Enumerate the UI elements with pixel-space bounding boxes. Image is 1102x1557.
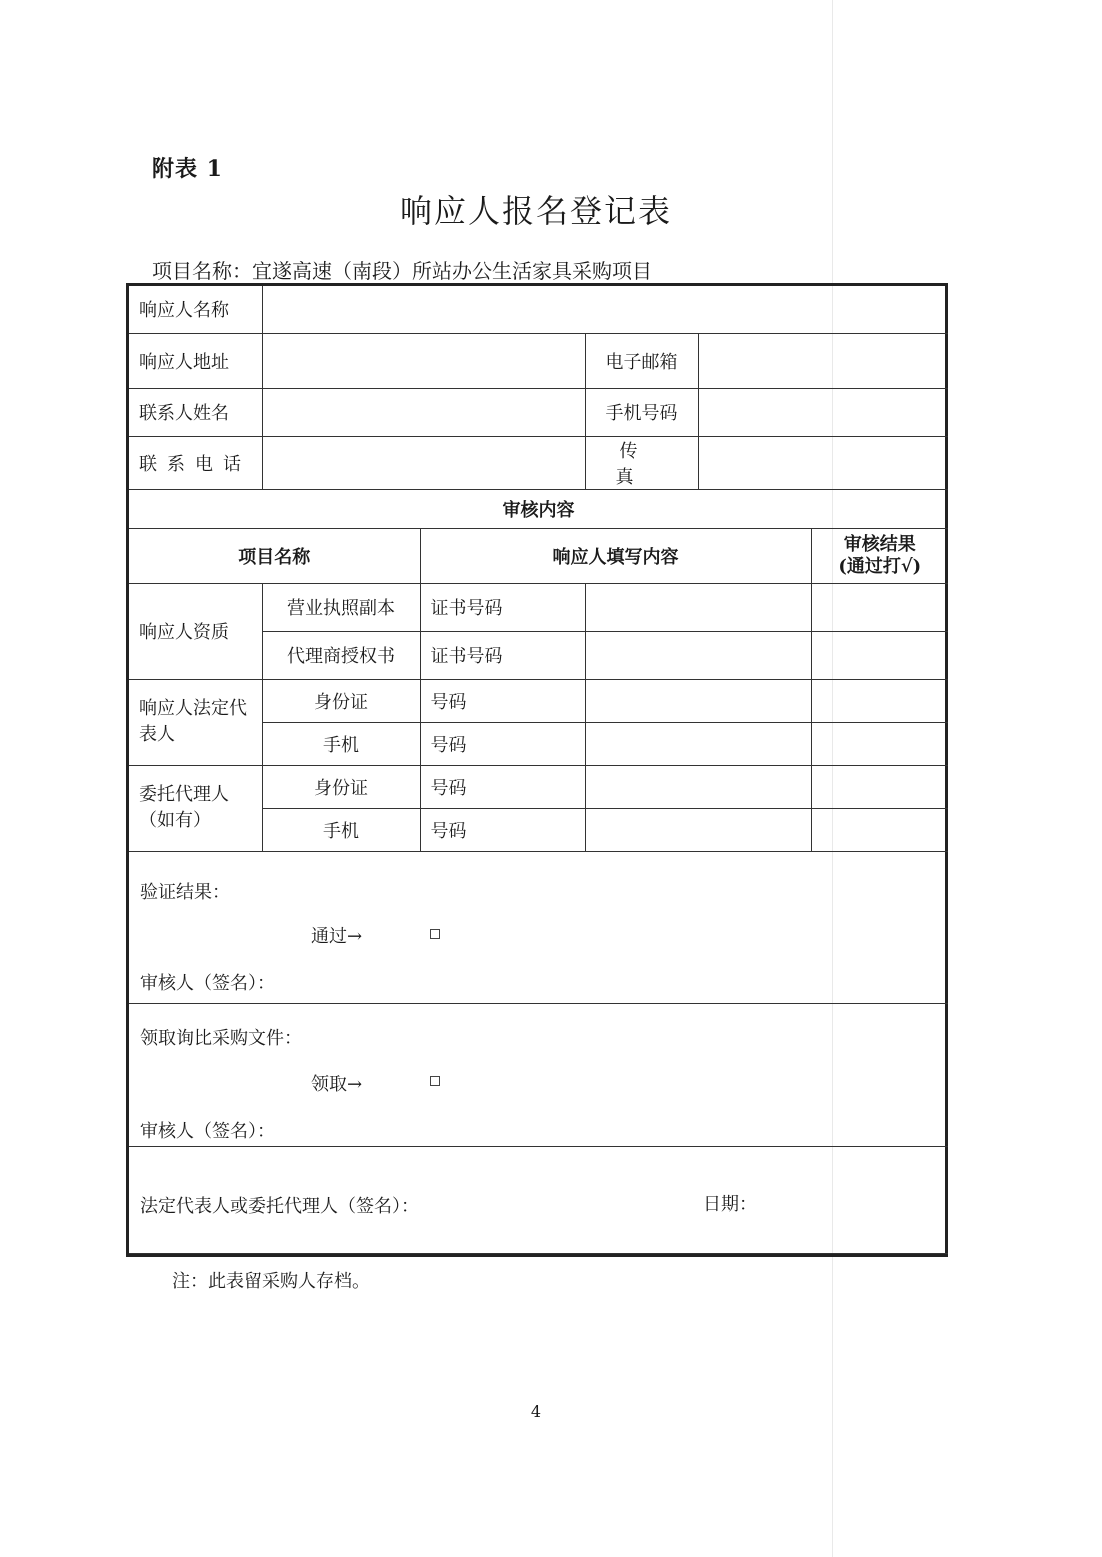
- verification-row: [129, 851, 948, 1003]
- documents-row: [129, 1003, 948, 1146]
- license-result-field[interactable]: [811, 583, 948, 631]
- contact-field[interactable]: [262, 388, 585, 436]
- mobile-field[interactable]: [698, 388, 948, 436]
- date-label: 日期：: [703, 1193, 757, 1215]
- signature-row: [129, 1146, 948, 1253]
- email-field[interactable]: [698, 333, 948, 388]
- address-field[interactable]: [262, 333, 585, 388]
- registration-table: [126, 283, 948, 1257]
- review-section-title: 审核内容: [129, 489, 948, 528]
- pass-checkbox[interactable]: [430, 929, 440, 939]
- license-cert-label: 证书号码: [420, 583, 585, 631]
- legal-rep-id-row: [129, 679, 948, 722]
- email-label: 电子邮箱: [585, 333, 698, 388]
- receive-label: 领取→: [311, 1073, 363, 1095]
- legal-rep-id-number-label: 号码: [420, 679, 585, 722]
- agent-id-label: 身份证: [262, 765, 420, 808]
- receive-checkbox[interactable]: [430, 1076, 440, 1086]
- agent-id-row: [129, 765, 948, 808]
- agency-label: 代理商授权书: [262, 631, 420, 679]
- legal-rep-phone-label: 手机: [262, 722, 420, 765]
- qualification-label: 响应人资质: [129, 583, 262, 679]
- legal-rep-phone-result-field[interactable]: [811, 722, 948, 765]
- phone-field[interactable]: [262, 436, 585, 489]
- fax-label: 传真: [585, 436, 698, 489]
- verification-section: [129, 851, 948, 1003]
- legal-rep-id-label: 身份证: [262, 679, 420, 722]
- license-cert-field[interactable]: [585, 583, 811, 631]
- signature-label: 法定代表人或委托代理人（签名）：: [140, 1195, 419, 1217]
- contact-row: [129, 388, 948, 436]
- phone-label: 联系电话: [129, 436, 262, 489]
- review-header-row: [129, 528, 948, 583]
- contact-label: 联系人姓名: [129, 388, 262, 436]
- documents-reviewer-label: 审核人（签名）：: [140, 1120, 275, 1142]
- col-result-hint: (通过打√): [838, 555, 922, 577]
- mobile-label: 手机号码: [585, 388, 698, 436]
- agent-phone-label: 手机: [262, 808, 420, 851]
- agent-id-field[interactable]: [585, 765, 811, 808]
- verification-title: 验证结果：: [140, 881, 230, 903]
- agent-label: 委托代理人（如有）: [129, 765, 262, 851]
- agent-id-number-label: 号码: [420, 765, 585, 808]
- agent-id-result-field[interactable]: [811, 765, 948, 808]
- license-row: [129, 583, 948, 631]
- col-item-header: 项目名称: [129, 528, 420, 583]
- agent-phone-result-field[interactable]: [811, 808, 948, 851]
- project-name-line: 项目名称：宜遂高速（南段）所站办公生活家具采购项目: [152, 259, 652, 283]
- attachment-label: 附表 1: [152, 156, 223, 182]
- agency-cert-label: 证书号码: [420, 631, 585, 679]
- agent-phone-number-label: 号码: [420, 808, 585, 851]
- legal-rep-label: 响应人法定代表人: [129, 679, 262, 765]
- name-field[interactable]: [262, 286, 948, 333]
- address-label: 响应人地址: [129, 333, 262, 388]
- legal-rep-id-field[interactable]: [585, 679, 811, 722]
- agent-phone-field[interactable]: [585, 808, 811, 851]
- legal-rep-phone-field[interactable]: [585, 722, 811, 765]
- page-number: 4: [530, 1402, 542, 1421]
- documents-title: 领取询比采购文件：: [140, 1027, 302, 1049]
- agency-result-field[interactable]: [811, 631, 948, 679]
- legal-rep-id-result-field[interactable]: [811, 679, 948, 722]
- phone-row: [129, 436, 948, 489]
- verification-reviewer-label: 审核人（签名）：: [140, 972, 275, 994]
- agency-cert-field[interactable]: [585, 631, 811, 679]
- pass-label: 通过→: [311, 925, 363, 947]
- form-title: 响应人报名登记表: [399, 192, 672, 230]
- name-label: 响应人名称: [129, 286, 262, 333]
- signature-section: [129, 1146, 948, 1253]
- col-content-header: 响应人填写内容: [420, 528, 811, 583]
- fax-field[interactable]: [698, 436, 948, 489]
- review-title-row: [129, 489, 948, 528]
- name-row: [129, 286, 948, 333]
- documents-section: [129, 1003, 948, 1146]
- col-result-title: 审核结果: [843, 533, 916, 555]
- archive-note: 注：此表留采购人存档。: [172, 1271, 370, 1292]
- license-label: 营业执照副本: [262, 583, 420, 631]
- legal-rep-phone-number-label: 号码: [420, 722, 585, 765]
- address-row: [129, 333, 948, 388]
- col-result-header: [811, 528, 948, 583]
